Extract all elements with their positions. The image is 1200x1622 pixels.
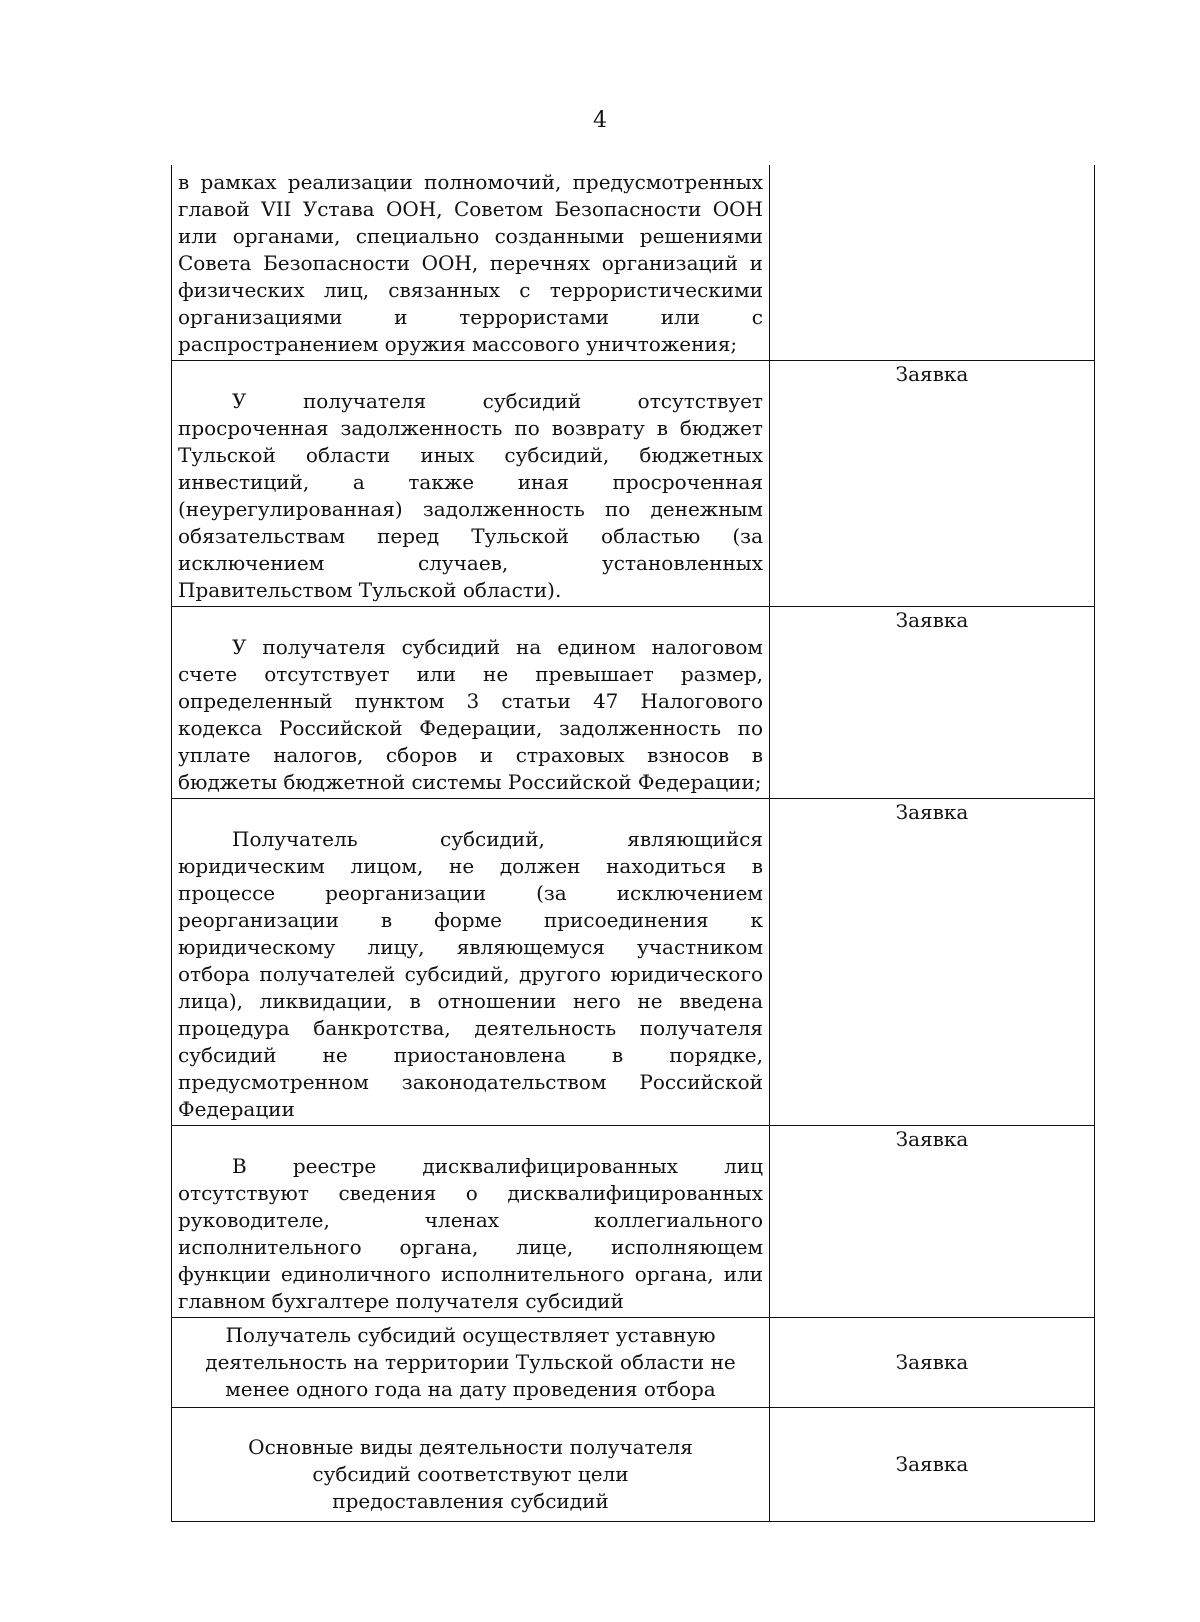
table-row xyxy=(172,1126,1095,1318)
requirement-text: Основные виды деятельности получателя субсидий соответствуют цели предоставления субсидий xyxy=(248,1435,693,1513)
requirement-text: У получателя субсидий на едином налоговом счете отсутствует или не превышает размер, определенный пунктом 3 статьи 47 Налогового кодекса Российской Федерации, задолженность по уплате налогов, сборов и страховых взносов в бюджеты бюджетной системы Российской Федерации; xyxy=(178,635,763,794)
requirement-cell xyxy=(172,607,770,799)
table-row xyxy=(172,799,1095,1126)
requirement-cell xyxy=(172,799,770,1126)
requirement-text: в рамках реализации полномочий, предусмотренных главой VII Устава ООН, Советом Безопасности ООН или органами, специально созданными решениями Совета Безопасности ООН, перечнях организаций и физических лиц, связанных с террористическими организациями и террористами или с распространением оружия массового уничтожения; xyxy=(178,170,763,356)
requirement-cell xyxy=(172,361,770,607)
document-cell: Заявка xyxy=(770,361,1095,607)
table-row xyxy=(172,607,1095,799)
document-cell: Заявка xyxy=(770,1318,1095,1408)
document-cell: Заявка xyxy=(770,1408,1095,1522)
table-row xyxy=(172,361,1095,607)
table-row xyxy=(172,165,1095,361)
requirement-cell xyxy=(172,1318,770,1408)
requirement-text: Получатель субсидий осуществляет уставную деятельность на территории Тульской области не менее одного года на дату проведения отбора xyxy=(205,1323,736,1401)
requirement-text: В реестре дисквалифицированных лиц отсутствуют сведения о дисквалифицированных руководителе, членах коллегиального исполнительного органа, лице, исполняющем функции единоличного исполнительного органа, или главном бухгалтере получателя субсидий xyxy=(178,1154,763,1313)
requirement-cell xyxy=(172,1126,770,1318)
document-cell: Заявка xyxy=(770,1126,1095,1318)
document-cell: Заявка xyxy=(770,799,1095,1126)
page-number: 4 xyxy=(593,108,607,133)
document-cell xyxy=(770,165,1095,361)
requirement-text: Получатель субсидий, являющийся юридическим лицом, не должен находиться в процессе реорганизации (за исключением реорганизации в форме присоединения к юридическому лицу, являющемуся участником отбора получателей субсидий, другого юридического лица), ликвидации, в отношении него не введена процедура банкротства, деятельность получателя субсидий не приостановлена в порядке, предусмотренном законодательством Российской Федерации xyxy=(178,827,763,1121)
requirement-cell xyxy=(172,165,770,361)
table-row xyxy=(172,1318,1095,1408)
requirement-cell xyxy=(172,1408,770,1522)
requirements-table xyxy=(171,165,1095,1522)
document-cell: Заявка xyxy=(770,607,1095,799)
requirement-text: У получателя субсидий отсутствует просроченная задолженность по возврату в бюджет Тульской области иных субсидий, бюджетных инвестиций, а также иная просроченная (неурегулированная) задолженность по денежным обязательствам перед Тульской областью (за исключением случаев, установленных Правительством Тульской области). xyxy=(178,389,763,602)
table-row xyxy=(172,1408,1095,1522)
